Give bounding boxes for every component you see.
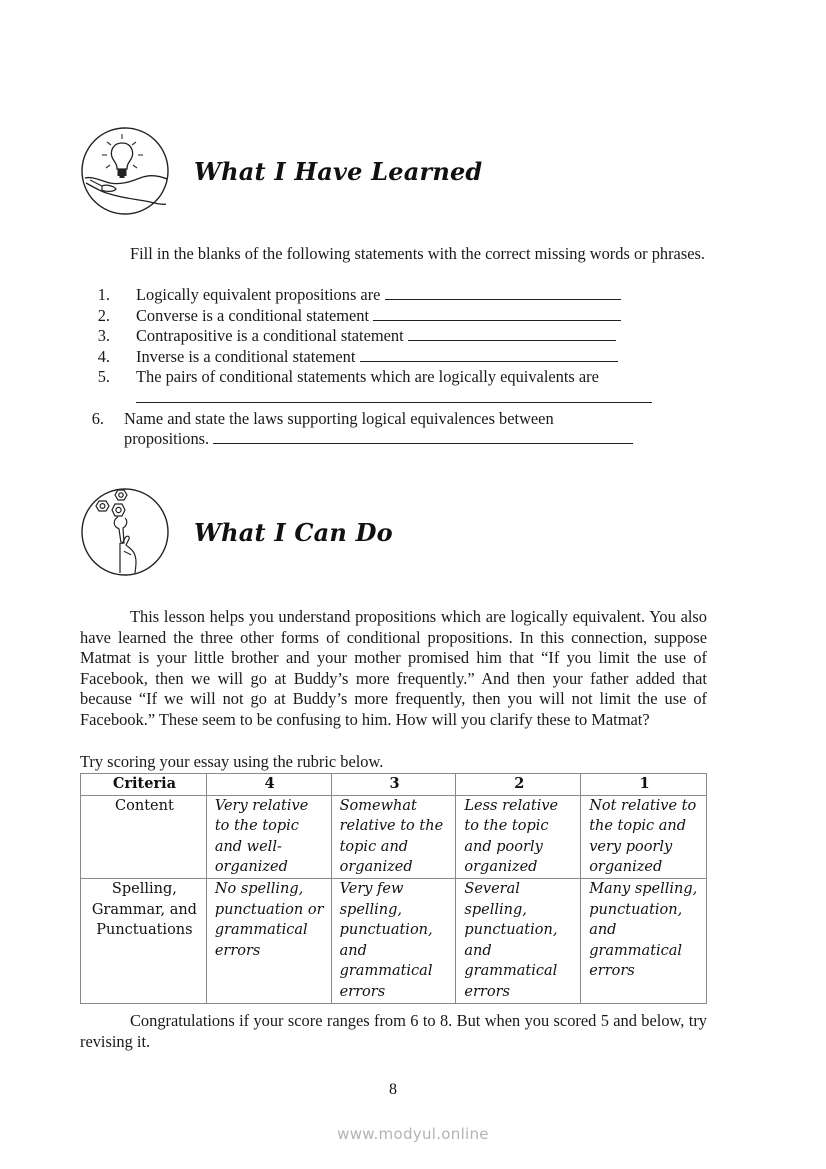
list-item bbox=[74, 409, 707, 450]
list-item bbox=[80, 326, 707, 347]
item-text: Converse is a conditional statement bbox=[136, 305, 370, 325]
rubric-cell: Somewhat relative to the topic and organized bbox=[331, 795, 456, 878]
section-header-what-i-have-learned bbox=[80, 126, 482, 216]
rubric-cell: Not relative to the topic and very poorly organized bbox=[581, 795, 707, 878]
column-header-criteria: Criteria bbox=[81, 774, 207, 796]
item-text: Logically equivalent propositions are bbox=[136, 285, 381, 304]
answer-blank[interactable] bbox=[385, 285, 621, 300]
lightbulb-in-hand-icon bbox=[80, 126, 170, 216]
item-number: 1. bbox=[97, 285, 110, 304]
criteria-cell: Content bbox=[81, 795, 207, 878]
rubric-cell: Very few spelling, punctuation, and grammatical errors bbox=[331, 878, 456, 1003]
item-text: Name and state the laws supporting logical equivalences between bbox=[124, 408, 554, 428]
table-header-row bbox=[81, 774, 707, 796]
section-header-what-i-can-do bbox=[80, 487, 393, 577]
scoring-rubric-table bbox=[80, 773, 707, 1004]
list-item bbox=[80, 347, 707, 368]
list-item bbox=[80, 285, 707, 306]
column-header-score-2: 2 bbox=[456, 774, 581, 796]
rubric-cell: Many spelling, punctuation, and grammatical errors bbox=[581, 878, 707, 1003]
item-number: 4. bbox=[97, 346, 110, 366]
answer-blank[interactable] bbox=[213, 429, 633, 444]
item-number: 3. bbox=[97, 326, 110, 346]
rubric-cell: Very relative to the topic and well-organized bbox=[206, 795, 331, 878]
watermark: www.modyul.online bbox=[337, 1125, 489, 1143]
answer-blank[interactable] bbox=[360, 347, 618, 362]
rubric-cell: Less relative to the topic and poorly organized bbox=[456, 795, 581, 878]
section-title: What I Can Do bbox=[194, 517, 393, 547]
instructions-paragraph: Fill in the blanks of the following statements with the correct missing words or phrases. bbox=[130, 244, 705, 263]
item-text: Contrapositive is a conditional statement bbox=[136, 326, 404, 346]
rubric-cell: Several spelling, punctuation, and grammatical errors bbox=[456, 878, 581, 1003]
criteria-cell: Spelling, Grammar, and Punctuations bbox=[81, 878, 207, 1003]
list-item bbox=[80, 367, 707, 408]
answer-blank[interactable] bbox=[408, 326, 616, 341]
section-title: What I Have Learned bbox=[194, 156, 483, 186]
table-row bbox=[81, 878, 707, 1003]
rubric-instructions: Try scoring your essay using the rubric below. bbox=[80, 752, 384, 771]
item-number: 6. bbox=[91, 408, 104, 428]
item-number: 2. bbox=[97, 305, 110, 325]
item-number: 5. bbox=[97, 367, 110, 387]
item-text: The pairs of conditional statements which are logically equivalents are bbox=[136, 367, 599, 387]
table-row bbox=[81, 795, 707, 878]
column-header-score-4: 4 bbox=[206, 774, 331, 796]
item-text-continued: propositions. bbox=[124, 429, 210, 449]
closing-paragraph: Congratulations if your score ranges from 6 to 8. But when you scored 5 and below, try revising it. bbox=[80, 1011, 707, 1051]
list-item bbox=[80, 306, 707, 327]
column-header-score-1: 1 bbox=[581, 774, 707, 796]
item-text: Inverse is a conditional statement bbox=[136, 346, 356, 366]
page-number: 8 bbox=[389, 1081, 397, 1098]
rubric-cell: No spelling, punctuation or grammatical errors bbox=[206, 878, 331, 1003]
answer-blank[interactable] bbox=[373, 306, 621, 321]
fill-in-the-blanks-list bbox=[80, 285, 707, 450]
scenario-paragraph: This lesson helps you understand propositions which are logically equivalent. You also have learned the three other forms of conditional propositions. In this connection, suppose Matmat is your little brother and your mother promised him that “If you limit the use of Facebook, then we will go at Buddy’s more frequently.” And then your father added that because “If we will not go at Buddy’s more frequently, then you will not limit the use of Facebook.” These seem to be confusing to him. How will you clarify these to Matmat? bbox=[80, 607, 707, 729]
hand-wrench-bolts-icon bbox=[80, 487, 170, 577]
column-header-score-3: 3 bbox=[331, 774, 456, 796]
answer-blank[interactable] bbox=[136, 388, 652, 403]
